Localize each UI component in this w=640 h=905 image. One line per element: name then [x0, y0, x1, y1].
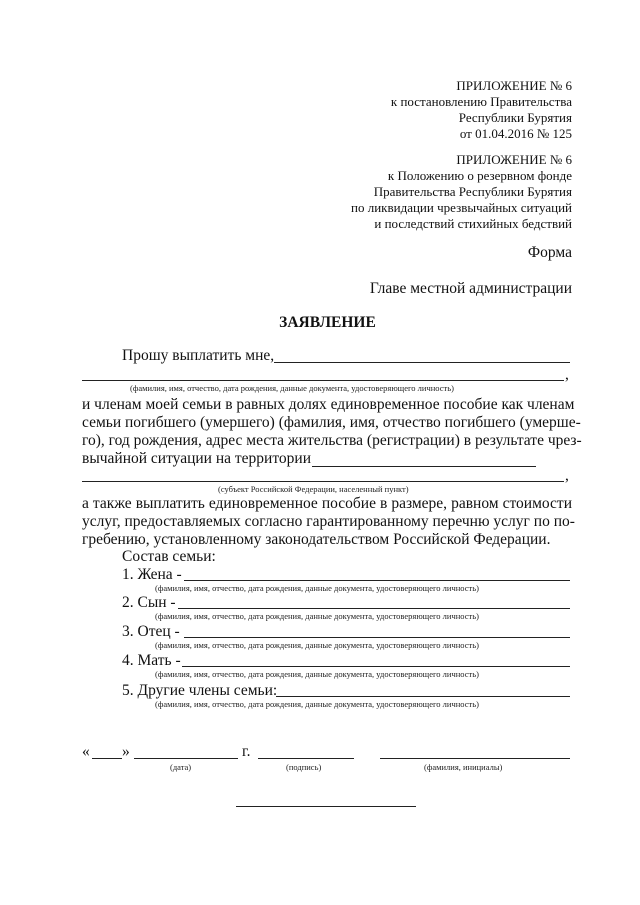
- header-line: Республики Бурятия: [458, 110, 572, 125]
- caption-family: (фамилия, имя, отчество, дата рождения, данные документа, удостоверяющего личность): [155, 611, 479, 621]
- family-member-label: 2. Сын -: [122, 594, 176, 611]
- appendix-header-regulation: [351, 152, 572, 232]
- quote-open: «: [82, 743, 90, 760]
- applicant-name-field[interactable]: [274, 362, 570, 363]
- family-heading: Состав семьи:: [122, 548, 216, 565]
- paragraph-line: гребению, установленному законодательством Российской Федерации.: [82, 531, 551, 548]
- day-field[interactable]: [92, 758, 122, 759]
- paragraph-line: и членам моей семьи в равных долях единовременное пособие как членам: [82, 396, 575, 413]
- caption-region: (субъект Российской Федерации, населенный пункт): [218, 484, 409, 494]
- applicant-details-field[interactable]: [82, 380, 564, 381]
- appendix-header-decree: [391, 78, 572, 142]
- header-line: от 01.04.2016 № 125: [459, 126, 572, 141]
- header-line: по ликвидации чрезвычайных ситуаций: [351, 200, 572, 215]
- year-suffix: г.: [242, 743, 251, 760]
- month-field[interactable]: [134, 758, 238, 759]
- paragraph-line: вычайной ситуации на территории: [82, 450, 312, 467]
- comma: ,: [565, 366, 569, 383]
- addressee: Главе местной администрации: [369, 280, 572, 297]
- family-member-label: 3. Отец -: [122, 623, 180, 640]
- family-member-label: 4. Мать -: [122, 652, 181, 669]
- paragraph-line: семьи погибшего (умершего) (фамилия, имя, отчество погибшего (умерше-: [82, 414, 581, 431]
- caption-signature: (подпись): [286, 762, 322, 772]
- family-member-field-son[interactable]: [178, 608, 570, 609]
- name-initials-field[interactable]: [380, 758, 570, 759]
- header-line: и последствий стихийных бедствий: [374, 216, 572, 231]
- caption-family: (фамилия, имя, отчество, дата рождения, данные документа, удостоверяющего личность): [155, 583, 479, 593]
- header-line: ПРИЛОЖЕНИЕ № 6: [456, 152, 572, 167]
- form-label: Форма: [527, 244, 572, 261]
- header-line: к постановлению Правительства: [390, 94, 572, 109]
- paragraph-line: го), год рождения, адрес места жительства (регистрации) в результате чрез-: [82, 432, 582, 449]
- region-field[interactable]: [82, 481, 564, 482]
- header-line: Правительства Республики Бурятия: [373, 184, 572, 199]
- territory-field[interactable]: [312, 466, 536, 467]
- header-line: к Положению о резервном фонде: [387, 168, 572, 183]
- caption-family: (фамилия, имя, отчество, дата рождения, данные документа, удостоверяющего личность): [155, 699, 479, 709]
- caption-family: (фамилия, имя, отчество, дата рождения, данные документа, удостоверяющего личность): [155, 669, 479, 679]
- family-member-field-other[interactable]: [276, 696, 570, 697]
- family-member-label: 1. Жена -: [122, 566, 182, 583]
- quote-close: »: [122, 743, 130, 760]
- family-member-field-wife[interactable]: [184, 580, 570, 581]
- caption-applicant: (фамилия, имя, отчество, дата рождения, данные документа, удостоверяющего личность): [130, 383, 454, 393]
- paragraph-line: а также выплатить единовременное пособие в размере, равном стоимости: [82, 495, 572, 512]
- caption-name: (фамилия, инициалы): [424, 762, 503, 772]
- family-member-field-father[interactable]: [184, 637, 570, 638]
- paragraph-line: услуг, предоставляемых согласно гарантированному перечню услуг по по-: [82, 513, 575, 530]
- signature-field[interactable]: [258, 758, 354, 759]
- bottom-rule: [236, 806, 416, 807]
- family-member-field-mother[interactable]: [182, 666, 570, 667]
- caption-date: (дата): [170, 762, 192, 772]
- caption-family: (фамилия, имя, отчество, дата рождения, данные документа, удостоверяющего личность): [155, 640, 479, 650]
- family-member-label: 5. Другие члены семьи:: [122, 682, 278, 699]
- header-line: ПРИЛОЖЕНИЕ № 6: [456, 78, 572, 93]
- comma: ,: [565, 467, 569, 484]
- document-title: ЗАЯВЛЕНИЕ: [279, 314, 376, 331]
- request-prefix: Прошу выплатить мне,: [122, 347, 275, 364]
